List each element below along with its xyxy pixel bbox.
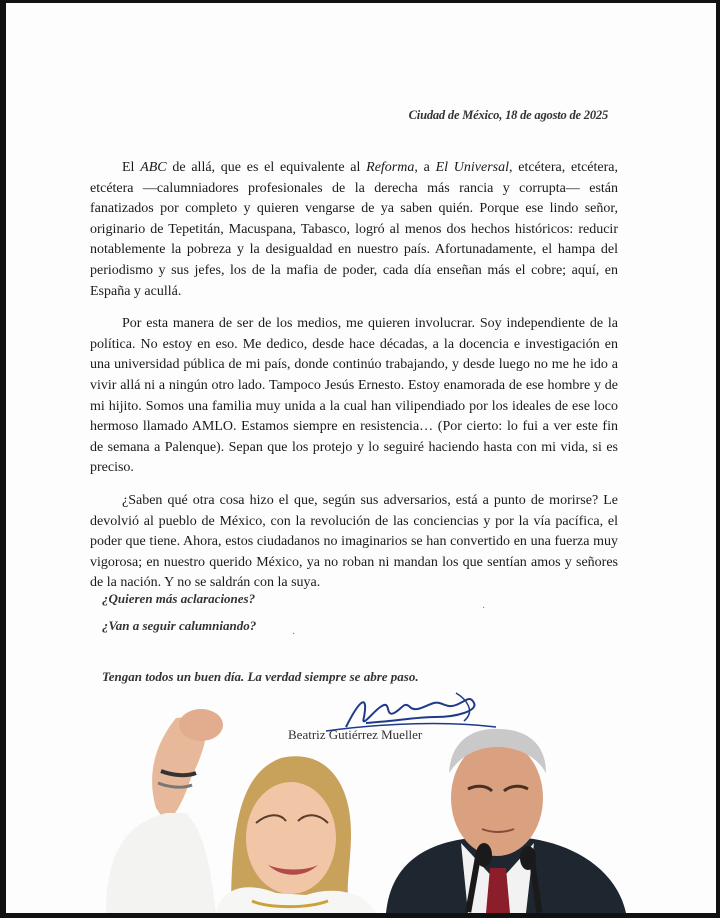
question-1: ¿Quieren más aclaraciones?	[102, 591, 256, 606]
universal-name: El Universal	[435, 160, 509, 175]
p1-t3: , etcétera, etcétera, etcétera —calumniadores profesionales de la derecha más rancia y corrupta— están fanatizados por completo y quieren vengarse de ya saben quién. Porque ese lindo señor, originario de Tepetitán, Macuspana, Tabasco, logró al menos dos hechos históricos: reducir notablemente la pobreza y la desigualdad en nuestro país. Afortunadamente, el hampa del periodismo y sus jefes, los de la mafia de poder, cada día enseñan más el cobre; aquí, en España y acullá.	[90, 160, 618, 299]
letter-page	[6, 3, 716, 913]
p1-t1: de allá, que es el equivalente al	[166, 160, 367, 175]
paragraph-3: ¿Saben qué otra cosa hizo el que, según sus adversarios, está a punto de morirse? Le devolvió al pueblo de México, con la revolución de las conciencias y por la vía pacífica, el poder que tiene. Ahora, estos ciudadanos no imaginarios se han convertido en una fuerza muy vigorosa; en nuestro querido México, ya no roban ni mandan los que sentían amos y señores de la nación. Y no se saldrán con la suya.	[90, 492, 618, 591]
reforma-name: Reforma	[366, 160, 415, 175]
closing-line: Tengan todos un buen día. La verdad siempre se abre paso.	[102, 669, 419, 684]
photo-collage	[6, 703, 716, 913]
p1-pre: El	[122, 160, 141, 175]
letter-body	[90, 158, 618, 606]
paragraph-1	[90, 158, 618, 302]
paragraph-2: Por esta manera de ser de los medios, me quieren involucrar. Soy independiente de la política. No estoy en eso. Me dedico, desde hace décadas, a la docencia e investigación en una universidad pública de mi país, donde continúo trabajando, y desde luego no me he ido a vivir allá ni a ningún otro lado. Tampoco Jesús Ernesto. Estoy enamorada de ese hombre y de mi hijito. Somos una familia muy unida a la cual han vilipendiado por los ideales de ese loco hermoso llamado AMLO. Estamos siempre en resistencia… (Por cierto: lo fui a ver este fin de semana a Palenque). Sepan que los protejo y lo seguiré haciendo hasta con mi vida, si es preciso.	[90, 316, 618, 476]
question-2: ¿Van a seguir calumniando?	[102, 618, 257, 633]
p1-t2: , a	[414, 160, 436, 175]
man-photo	[386, 729, 626, 913]
questions	[102, 585, 256, 639]
letter-date: Ciudad de México, 18 de agosto de 2025	[408, 108, 608, 122]
woman-photo	[106, 709, 376, 913]
ink-speck: ·	[482, 603, 486, 614]
ink-speck: ·	[292, 629, 296, 640]
signature-name: Beatriz Gutiérrez Mueller	[288, 727, 423, 742]
abc-name: ABC	[140, 160, 167, 175]
